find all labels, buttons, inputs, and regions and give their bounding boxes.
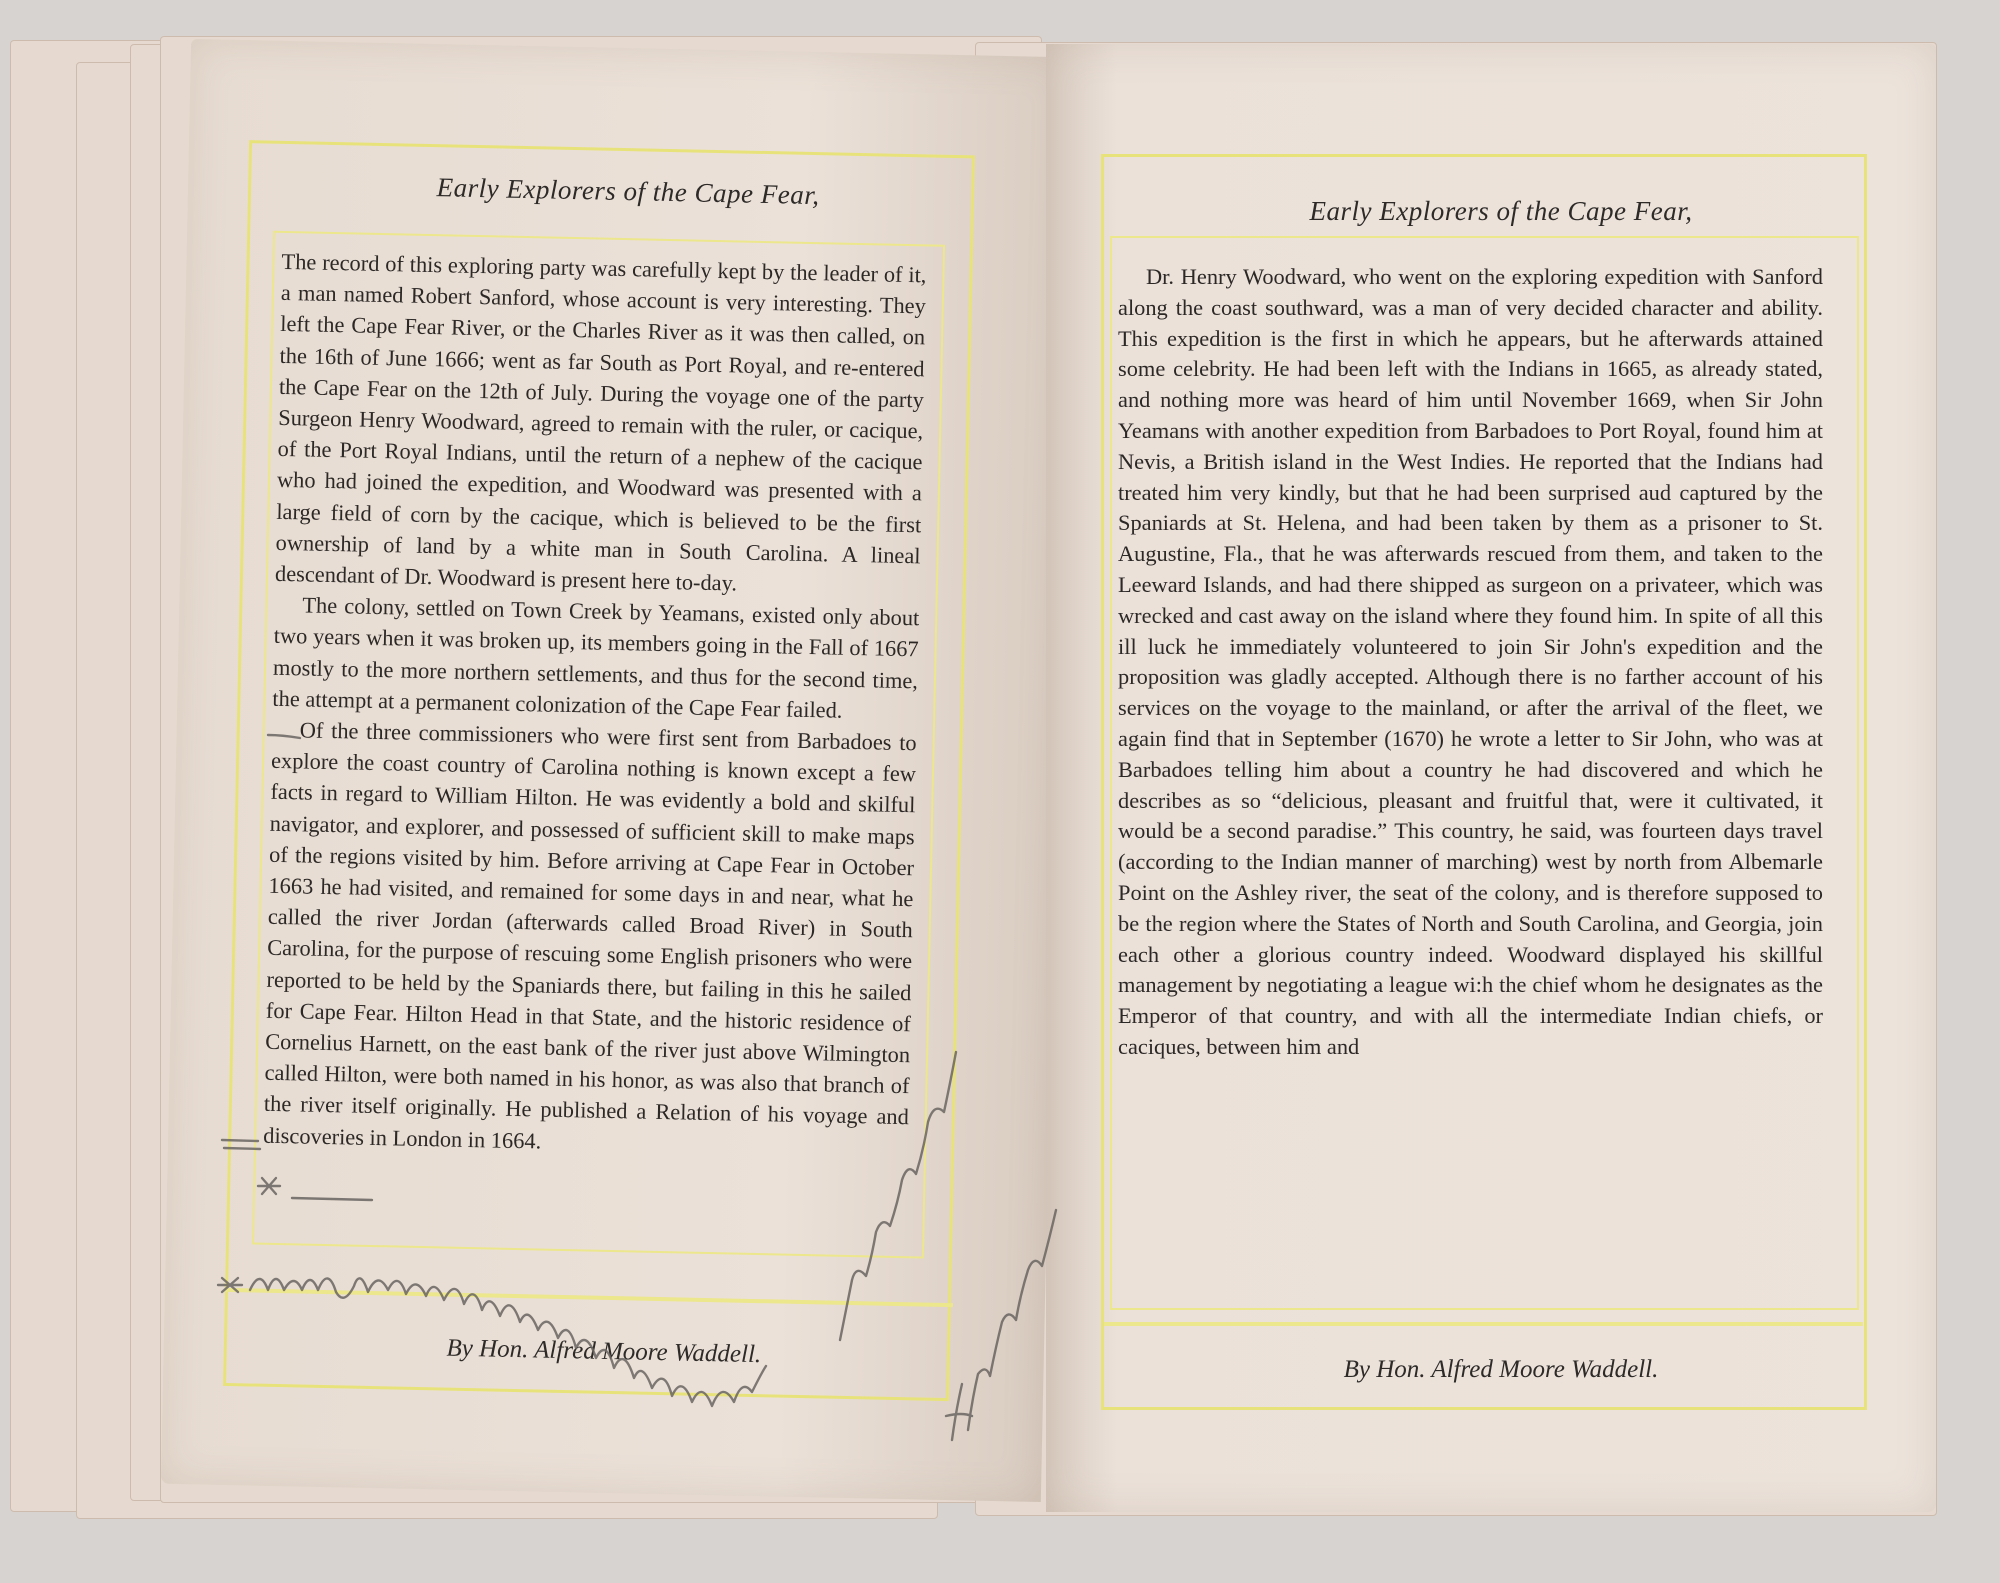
right-page-footer-border	[1104, 1322, 1863, 1326]
right-byline: By Hon. Alfred Moore Waddell.	[1343, 1356, 1659, 1383]
left-paragraph-1: The record of this exploring party was carefully kept by the leader of it, a man named Robert Sanford, whose account is very interesting. They left the Cape Fear River, or the Charles River as it was then called, on the 16th of June 1666; went as far South as Port Royal, and re-entered the Cape Fear on the 12th of July. During the voyage one of the party Surgeon Henry Woodward, agreed to remain with the ruler, or cacique, of the Port Royal Indians, until the return of a nephew of the cacique who had joined the expedition, and Woodward was presented with a large field of corn by the cacique, which is believed to be the first ownership of land by a white man in South Carolina. A lineal descendant of Dr. Woodward is present here to-day.	[274, 248, 927, 596]
right-running-head: Early Explorers of the Cape Fear,	[1309, 196, 1693, 226]
right-paragraph-1: Dr. Henry Woodward, who went on the exploring expedition with Sanford along the coast southward, was a man of very decided character and ability. This expedition is the first in which he appears, but he afterwards attained some celebrity. He had been left with the Indians in 1665, as already stated, and nothing more was heard of him until November 1669, when Sir John Yeamans with another expedition from Barbadoes to Port Royal, found him at Nevis, a British island in the West Indies. He reported that the Indians had treated him very kindly, but that he had been surprised aud captured by the Spaniards at St. Helena, and had been taken by them as a prisoner to St. Augustine, Fla., that he was afterwards rescued from them, and taken to the Leeward Islands, and had there shipped as surgeon on a privateer, which was wrecked and cast away on the island where they found him. In spite of all this ill luck he immediately volunteered to join Sir John's expedition and the proposition was gladly accepted. Although there is no farther account of his services on the voyage to the mainland, or after the arrival of the fleet, we again find that in September (1670) he wrote a letter to Sir John, who was at Barbadoes telling him about a country he had discovered and which he describes as so “delicious, pleasant and fruitful that, were it cultivated, it would be a second paradise.” This country, he said, was fourteen days travel (according to the Indian manner of marching) west by north from Albemarle Point on the Ashley river, the seat of the colony, and is therefore supposed to be the region where the States of North and South Carolina, and Georgia, join each other a glorious country indeed. Woodward displayed his skillful management by negotiating a league wi:h the chief whom he designates as the Emperor of that country, and with all the intermediate Indian chiefs, or caciques, between him and	[1118, 264, 1823, 1059]
left-page	[161, 39, 1071, 1502]
left-body-text	[263, 246, 927, 1164]
left-paragraph-3: Of the three commissioners who were first sent from Barbadoes to explore the coast country of Carolina nothing is known except a few facts in regard to William Hilton. He was evidently a bold and skilful navigator, and explorer, and possessed of sufficient skill to make maps of the regions visited by him. Before arriving at Cape Fear in October 1663 he had visited, and remained for some days in and near, what he called the river Jordan (afterwards called Broad River) in South Carolina, for the purpose of rescuing some English prisoners who were reported to be held by the Spaniards there, but failing in this he sailed for Cape Fear. Hilton Head in that State, and the historic residence of Cornelius Harnett, on the east bank of the river just above Wilmington called Hilton, were both named in his honor, as was also that branch of the river itself originally. He published a Relation of his voyage and discoveries in London in 1664.	[263, 717, 917, 1154]
right-page	[1046, 44, 1936, 1512]
right-body-text	[1118, 262, 1823, 1063]
left-byline: By Hon. Alfred Moore Waddell.	[446, 1334, 762, 1369]
left-paragraph-2: The colony, settled on Town Creek by Yeamans, existed only about two years when it was broken up, its members going in the Fall of 1667 mostly to the more northern settlements, and thus for the second time, the attempt at a permanent colonization of the Cape Fear failed.	[272, 592, 920, 723]
left-running-head: Early Explorers of the Cape Fear,	[436, 172, 820, 211]
